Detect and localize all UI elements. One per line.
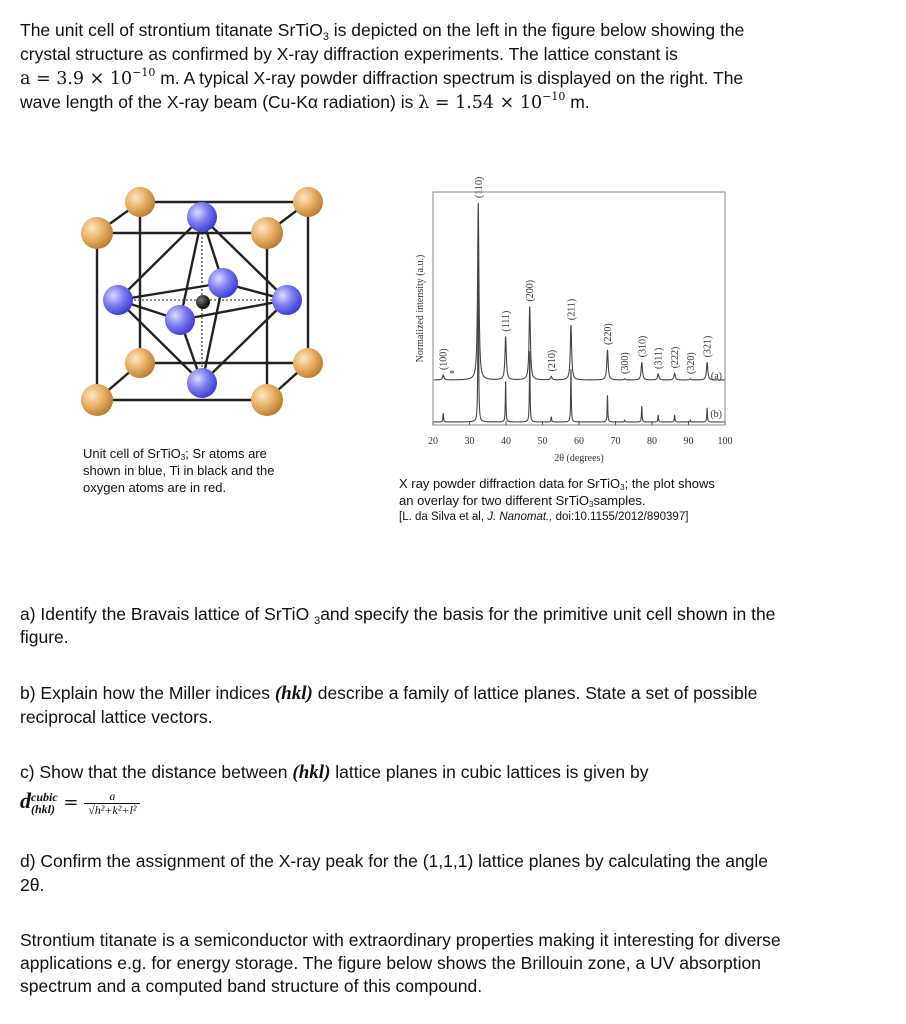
exponent: −10: [542, 90, 566, 103]
formula-sup: cubic: [31, 790, 58, 805]
denominator: √h²+k²+l²: [88, 802, 137, 817]
peak-label: (200): [525, 279, 537, 302]
impurity-marker: *: [449, 369, 455, 380]
exponent: −10: [132, 66, 156, 79]
corner-atom: [293, 187, 323, 217]
face-atom: [165, 305, 195, 335]
text: and specify the basis for the primitive unit cell shown in the: [320, 604, 776, 624]
formula-sub: (hkl): [31, 802, 55, 817]
caption-line: oxygen atoms are in red.: [83, 480, 227, 495]
question-d-cont: 2θ.: [20, 875, 45, 895]
text: is depicted on the left in the figure below showing the: [328, 20, 745, 40]
peak-label: (210): [546, 349, 558, 372]
subscript: 3: [322, 31, 329, 43]
peak-label: (110): [473, 176, 485, 198]
text: ; Sr atoms are: [185, 446, 267, 461]
x-tick-label: 90: [683, 436, 694, 447]
x-tick-label: 70: [610, 436, 621, 447]
text: The unit cell of strontium titanate SrTiO: [20, 20, 323, 40]
peak-label: (220): [602, 323, 614, 345]
question-b-cont: reciprocal lattice vectors.: [20, 707, 213, 727]
outro-line-2: applications e.g. for energy storage. The figure below shows the Brillouin zone, a UV absorption: [20, 953, 761, 973]
miller-math: (hkl): [274, 683, 313, 704]
text: m. A typical X-ray powder diffraction spectrum is displayed on the right. The: [155, 68, 744, 88]
peak-label: (300): [620, 352, 632, 374]
subscript: 3: [180, 453, 186, 462]
peak-label: (100): [438, 348, 450, 371]
y-axis-label: Normalized intensity (a.u.): [415, 254, 426, 363]
x-tick-label: 80: [647, 436, 657, 447]
series-b-label: (b): [710, 409, 722, 420]
peak-label: (321): [702, 335, 714, 358]
series-group: [434, 203, 725, 422]
text: c) Show that the distance between: [20, 762, 293, 782]
text: doi:10.1155/2012/890397]: [552, 511, 689, 523]
subscript: 3: [589, 500, 594, 509]
miller-math: (hkl): [292, 762, 331, 783]
journal: J. Nanomat.,: [487, 511, 553, 523]
text: [L. da Silva et al,: [399, 511, 488, 523]
face-atom: [272, 285, 302, 315]
outro-line-3: spectrum and a computed band structure of this compound.: [20, 976, 483, 996]
text: describe a family of lattice planes. State a set of possible: [312, 683, 758, 703]
x-tick-label: 40: [501, 436, 511, 447]
peak-label: (310): [637, 335, 649, 358]
crystal-caption: [83, 445, 275, 496]
series-a-label: (a): [710, 371, 722, 382]
outro-line-1: Strontium titanate is a semiconductor with extraordinary properties making it interesting for diverse: [20, 930, 781, 950]
x-axis-label: 2θ (degrees): [554, 453, 604, 464]
question-c: [20, 761, 648, 784]
wavelength-math: λ = 1.54 × 10: [418, 93, 543, 113]
xrd-chart: [415, 177, 733, 464]
subscript: 3: [314, 615, 321, 627]
x-tick-label: 50: [537, 436, 548, 447]
caption-line: [399, 475, 715, 492]
text: lattice planes in cubic lattices is given by: [330, 762, 649, 782]
corner-atom: [251, 384, 283, 416]
caption-line: [83, 445, 275, 462]
x-tick-label: 100: [717, 436, 733, 447]
peak-label: (311): [653, 347, 665, 369]
question-a: [20, 603, 775, 626]
lattice-constant-math: a = 3.9 × 10: [20, 69, 133, 89]
peak-label: (222): [670, 346, 682, 369]
x-tick-label: 60: [574, 436, 584, 447]
x-tick-label: 30: [464, 436, 475, 447]
corner-atom: [81, 217, 113, 249]
caption-line: [399, 492, 715, 509]
numerator: a: [84, 790, 140, 804]
text: Unit cell of SrTiO: [83, 446, 181, 461]
peak-label: (320): [685, 352, 697, 374]
corner-atom: [251, 217, 283, 249]
formula-d: d: [20, 788, 31, 813]
face-atom: [187, 202, 217, 232]
fraction: [84, 790, 140, 817]
corner-atom: [293, 348, 323, 378]
subscript: 3: [620, 483, 625, 492]
face-atom: [208, 268, 238, 298]
corner-atom: [125, 348, 155, 378]
x-tick-label: 20: [428, 436, 438, 447]
citation: [399, 509, 715, 526]
unit-cell-diagram: [81, 187, 323, 416]
face-atom: [187, 368, 217, 398]
face-atom: [103, 285, 133, 315]
corner-atom: [125, 187, 155, 217]
text: ; the plot shows: [624, 476, 715, 491]
text: samples.: [593, 493, 646, 508]
text: wave length of the X-ray beam (Cu-Kα radiation) is: [20, 92, 419, 112]
text: b) Explain how the Miller indices: [20, 683, 275, 703]
formula-eq: =: [57, 792, 85, 813]
center-atom: [196, 295, 210, 309]
question-b: [20, 682, 757, 705]
text: X ray powder diffraction data for SrTiO: [399, 476, 621, 491]
intro-line-2: crystal structure as confirmed by X-ray diffraction experiments. The lattice constant is: [20, 44, 678, 64]
caption-line: shown in blue, Ti in black and the: [83, 463, 275, 478]
text: an overlay for two different SrTiO: [399, 493, 590, 508]
text: a) Identify the Bravais lattice of SrTiO: [20, 604, 315, 624]
text: m.: [565, 92, 590, 112]
xrd-caption: [399, 475, 715, 526]
corner-atom: [81, 384, 113, 416]
peak-label: (211): [566, 298, 578, 321]
question-d: d) Confirm the assignment of the X-ray peak for the (1,1,1) lattice planes by calculating the angle: [20, 851, 769, 871]
spacing-formula: [20, 786, 140, 818]
question-a-cont: figure.: [20, 627, 69, 647]
peak-label: (111): [501, 310, 513, 332]
